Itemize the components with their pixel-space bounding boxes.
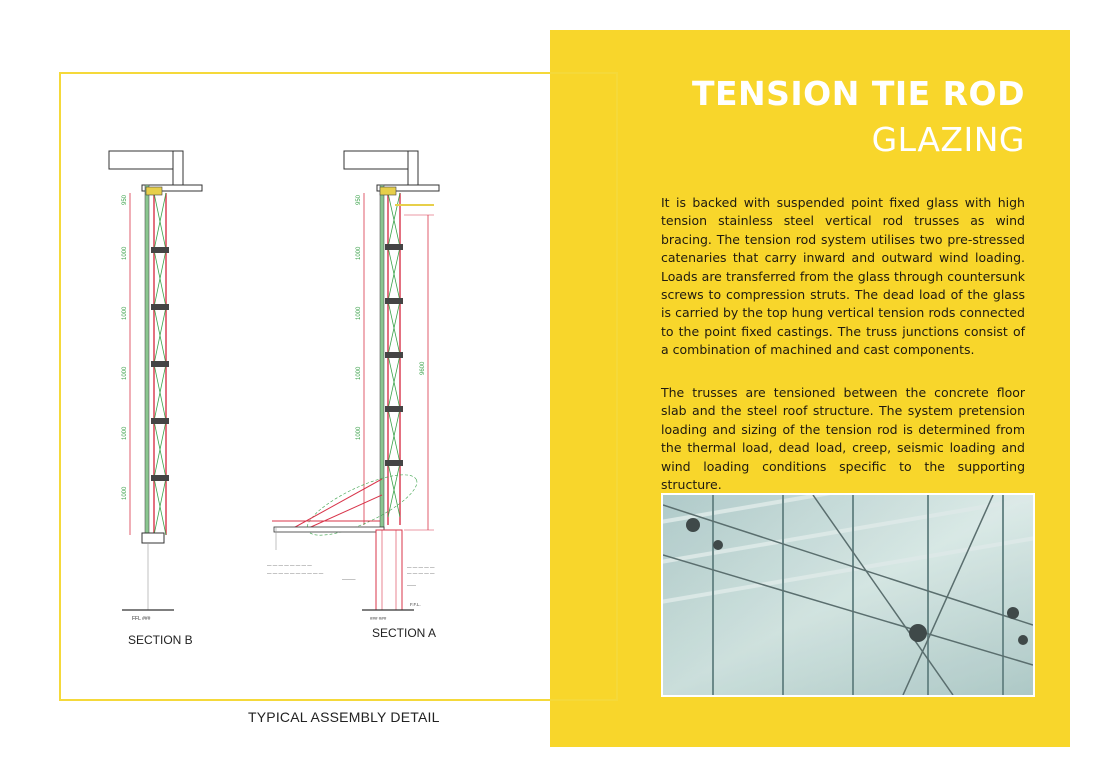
svg-text:9600: 9600 — [420, 361, 426, 375]
svg-text:1000: 1000 — [122, 306, 128, 320]
svg-text:1000: 1000 — [356, 246, 362, 260]
svg-text:1000: 1000 — [122, 366, 128, 380]
svg-text:950: 950 — [356, 194, 362, 205]
page-title: TENSION TIE ROD — [691, 74, 1025, 113]
svg-text:———: ——— — [342, 577, 356, 582]
svg-text:1000: 1000 — [122, 486, 128, 500]
section-b-label: SECTION B — [128, 633, 193, 647]
svg-text:1000: 1000 — [356, 426, 362, 440]
svg-text:— — — — —: — — — — — — [407, 571, 435, 576]
glazing-photo — [661, 493, 1035, 697]
svg-text:——: —— — [407, 583, 416, 588]
svg-text:— — — — — — — — — —: — — — — — — — — — — — [267, 571, 324, 576]
svg-text:F.F.L.: F.F.L. — [410, 602, 421, 607]
svg-text:1000: 1000 — [356, 306, 362, 320]
svg-text:1000: 1000 — [122, 426, 128, 440]
drawing-caption: TYPICAL ASSEMBLY DETAIL — [248, 709, 440, 725]
paragraph-1: It is backed with suspended point fixed glass with high tension stainless steel vertical rod trusses as wind bracing. The tension rod system utilises two pre-stressed catenaries that carry inward and outward wind loading. Loads are transferred from the glass through countersunk screws to compression struts. The dead load of the glass is carried by the top hung vertical tension rods connected to the point fixed castings. The truss junctions consist of a combination of machined and cast components. — [661, 195, 1025, 358]
section-a-drawing — [267, 151, 439, 621]
assembly-drawing — [62, 75, 548, 699]
page-subtitle: GLAZING — [871, 120, 1025, 159]
svg-text:— — — — — — — —: — — — — — — — — — [267, 563, 312, 568]
svg-text:FFL ###: FFL ### — [132, 616, 151, 622]
svg-text:950: 950 — [122, 194, 128, 205]
svg-text:1000: 1000 — [356, 366, 362, 380]
paragraph-2: The trusses are tensioned between the concrete floor slab and the steel roof structure. The system pretension loading and sizing of the tension rod is determined from the thermal load, dead load, creep, seismic loading and wind loading conditions specific to the supporting structure. — [661, 385, 1025, 493]
section-a-label: SECTION A — [372, 626, 437, 640]
section-b-drawing — [109, 151, 202, 622]
svg-text:1000: 1000 — [122, 246, 128, 260]
svg-text:### ###: ### ### — [370, 616, 387, 621]
svg-text:— — — — —: — — — — — — [407, 565, 435, 570]
